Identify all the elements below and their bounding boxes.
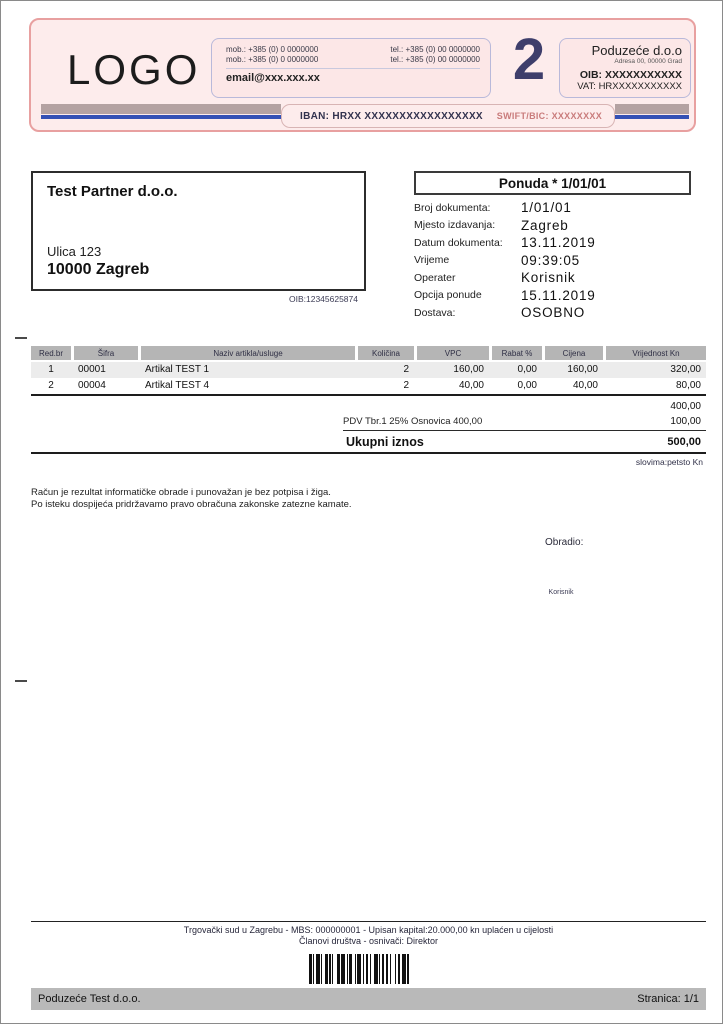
field-label: Dostava: — [414, 306, 456, 319]
note-line: Račun je rezultat informatičke obrade i punovažan je bez potpisa i žiga. — [31, 487, 331, 498]
items-table-body — [31, 362, 706, 393]
field-value: 09:39:05 — [521, 252, 580, 268]
document-copy-number: 2 — [512, 27, 546, 92]
page-indicator: Stranica: 1/1 — [637, 993, 699, 1005]
partner-oib: OIB:12345625874 — [288, 294, 358, 304]
field-value: Korisnik — [521, 270, 576, 286]
field-label: Broj dokumenta: — [414, 201, 491, 214]
column-header: Količina — [358, 346, 414, 360]
table-bottom-rule — [31, 394, 706, 396]
document-fields — [414, 199, 691, 322]
processed-by-name: Korisnik — [548, 589, 574, 596]
header-decor-bar-left — [41, 104, 281, 119]
legal-notes — [31, 487, 511, 510]
company-oib: OIB: XXXXXXXXXXX — [579, 69, 682, 81]
field-label: Operater — [414, 271, 456, 284]
field-label: Mjesto izdavanja: — [414, 219, 496, 232]
document-field-row — [414, 199, 691, 217]
telephone-2: tel.: +385 (0) 00 0000000 — [390, 55, 480, 64]
cell-vrijednost: 320,00 — [670, 364, 701, 375]
field-label: Opcija ponude — [414, 289, 482, 302]
cell-naziv: Artikal TEST 1 — [145, 364, 210, 375]
document-field-row — [414, 304, 691, 322]
header-panel — [29, 18, 696, 132]
field-label: Vrijeme — [414, 254, 450, 267]
cell-rabat: 0,00 — [517, 364, 537, 375]
grand-total-label: Ukupni iznos — [346, 434, 424, 449]
field-value: 13.11.2019 — [521, 235, 596, 251]
footer-members-line: Članovi društva - osnivači: Direktor — [298, 936, 439, 946]
grand-total-amount: 500,00 — [667, 435, 701, 448]
mobile-phone-1: mob.: +385 (0) 0 0000000 — [226, 45, 319, 54]
company-name: Poduzeće d.o.o — [591, 43, 682, 58]
document-field-row — [414, 269, 691, 287]
company-vat: VAT: HRXXXXXXXXXXX — [577, 81, 682, 92]
cell-vpc: 160,00 — [453, 364, 484, 375]
field-value: Zagreb — [521, 217, 569, 233]
company-logo: LOGO — [67, 46, 201, 93]
footer-court-line: Trgovački sud u Zagrebu - MBS: 000000001 - Upisan kapital:20.000,00 kn uplaćen u cijelosti — [183, 925, 554, 935]
column-header: Cijena — [545, 346, 603, 360]
document-title: Ponuda * 1/01/01 — [498, 175, 607, 191]
table-row — [31, 362, 706, 378]
company-email: email@xxx.xxx.xx — [226, 72, 320, 84]
partner-city: 10000 Zagreb — [47, 261, 150, 278]
field-label: Datum dokumenta: — [414, 236, 503, 249]
document-field-row — [414, 252, 691, 270]
field-value: 15.11.2019 — [521, 287, 596, 303]
vat-label: PDV Tbr.1 25% Osnovica 400,00 — [343, 416, 483, 427]
document-field-row — [414, 217, 691, 235]
iban-number: IBAN: HRXX XXXXXXXXXXXXXXXXX — [300, 110, 483, 122]
contact-divider — [226, 68, 480, 69]
company-info-box — [559, 38, 691, 98]
document-field-row — [414, 234, 691, 252]
column-header: VPC — [417, 346, 489, 360]
column-header: Vrijednost Kn — [606, 346, 706, 360]
partner-street: Ulica 123 — [47, 244, 102, 259]
cell-kolicina: 2 — [403, 364, 409, 375]
items-table-header — [31, 346, 706, 360]
mobile-phone-2: mob.: +385 (0) 0 0000000 — [226, 55, 319, 64]
barcode — [309, 954, 435, 984]
cell-rabat: 0,00 — [517, 379, 537, 391]
cell-vpc: 40,00 — [458, 379, 484, 391]
field-value: 1/01/01 — [521, 200, 572, 216]
cell-naziv: Artikal TEST 4 — [145, 379, 210, 391]
fold-mark-top — [15, 337, 27, 339]
bank-info-pill — [281, 104, 615, 128]
swift-bic: SWIFT/BIC: XXXXXXXX — [496, 111, 602, 121]
items-table — [31, 346, 706, 396]
cell-rednr: 2 — [48, 379, 54, 391]
partner-address-box — [31, 171, 366, 291]
table-row — [31, 378, 706, 394]
processed-by-label: Obradio: — [545, 537, 584, 548]
column-header: Rabat % — [492, 346, 542, 360]
barcode-space — [409, 954, 412, 984]
amount-in-words: slovima:petsto Kn — [635, 457, 703, 467]
column-header: Red.br — [31, 346, 71, 360]
cell-sifra: 00001 — [78, 364, 106, 375]
column-header: Naziv artikla/usluge — [141, 346, 355, 360]
cell-sifra: 00004 — [78, 379, 106, 391]
grand-total-row — [31, 431, 706, 454]
document-info-panel — [414, 171, 691, 322]
cell-kolicina: 2 — [403, 379, 409, 391]
cell-cijena: 40,00 — [572, 379, 598, 391]
note-line: Po isteku dospijeća pridržavamo pravo obračuna zakonske zatezne kamate. — [31, 498, 352, 510]
field-value: OSOBNO — [521, 305, 586, 321]
footer-divider — [31, 921, 706, 922]
telephone-1: tel.: +385 (0) 00 0000000 — [390, 45, 480, 54]
vat-row — [343, 416, 706, 431]
document-title-box — [414, 171, 691, 195]
column-header: Šifra — [74, 346, 138, 360]
contact-info-box — [211, 38, 491, 98]
totals-section — [31, 398, 706, 467]
company-address: Adresa 00, 00000 Grad — [614, 58, 682, 65]
footer-company-name: Poduzeće Test d.o.o. — [38, 993, 141, 1005]
cell-vrijednost: 80,00 — [675, 379, 701, 391]
document-field-row — [414, 287, 691, 305]
vat-amount: 100,00 — [670, 416, 701, 427]
header-decor-bar-right — [615, 104, 689, 119]
cell-rednr: 1 — [48, 364, 54, 375]
fold-mark-bottom — [15, 680, 27, 682]
partner-name: Test Partner d.o.o. — [47, 183, 178, 200]
subtotal-amount: 400,00 — [670, 401, 701, 412]
cell-cijena: 160,00 — [567, 364, 598, 375]
page-footer-bar — [31, 988, 706, 1010]
